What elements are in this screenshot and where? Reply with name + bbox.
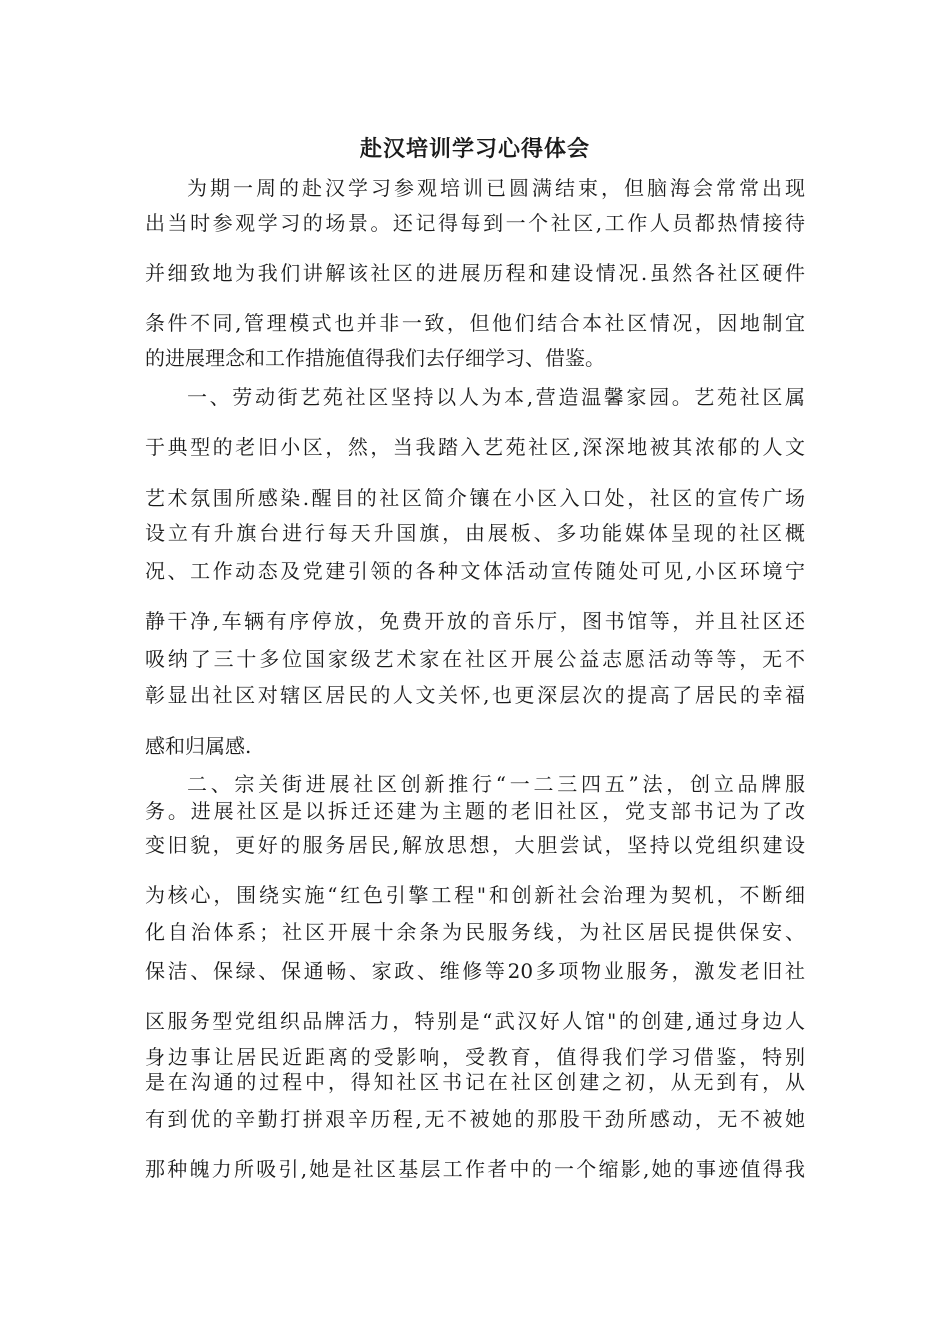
body-line: 一、劳动街艺苑社区坚持以人为本,营造温馨家园。艺苑社区属 xyxy=(187,385,805,409)
body-line: 保洁、保绿、保通畅、家政、维修等20多项物业服务，激发老旧社 xyxy=(145,959,805,983)
body-line: 况、工作动态及党建引领的各种文体活动宣传随处可见,小区环境宁 xyxy=(145,559,805,583)
body-line: 身边事让居民近距离的受影响，受教育，值得我们学习借鉴，特别 xyxy=(145,1045,805,1069)
body-line: 出当时参观学习的场景。还记得每到一个社区,工作人员都热情接待 xyxy=(145,211,805,235)
body-line: 为期一周的赴汉学习参观培训已圆满结束，但脑海会常常出现 xyxy=(187,176,805,200)
body-line: 为核心，围绕实施“红色引擎工程"和创新社会治理为契机，不断细 xyxy=(145,883,805,907)
body-line: 是在沟通的过程中，得知社区书记在社区创建之初，从无到有，从 xyxy=(145,1070,805,1094)
body-line: 化自治体系；社区开展十余条为民服务线，为社区居民提供保安、 xyxy=(145,920,805,944)
body-line: 区服务型党组织品牌活力，特别是“武汉好人馆"的创建,通过身边人 xyxy=(145,1009,805,1033)
document-title: 赴汉培训学习心得体会 xyxy=(359,136,590,162)
body-line: 务。进展社区是以拆迁还建为主题的老旧社区，党支部书记为了改 xyxy=(145,799,805,823)
body-line: 二、宗关街进展社区创新推行“一二三四五”法，创立品牌服 xyxy=(187,772,805,796)
body-line: 的进展理念和工作措施值得我们去仔细学习、借鉴。 xyxy=(145,346,605,370)
body-line: 感和归属感. xyxy=(145,734,252,758)
body-line: 艺术氛围所感染.醒目的社区简介镶在小区入口处，社区的宣传广场 xyxy=(145,486,805,510)
body-line: 变旧貌，更好的服务居民,解放思想，大胆尝试，坚持以党组织建设 xyxy=(145,833,805,857)
body-line: 于典型的老旧小区，然，当我踏入艺苑社区,深深地被其浓郁的人文 xyxy=(145,435,805,459)
body-line: 吸纳了三十多位国家级艺术家在社区开展公益志愿活动等等，无不 xyxy=(145,647,805,671)
body-line: 有到优的辛勤打拼艰辛历程,无不被她的那股干劲所感动，无不被她 xyxy=(145,1107,805,1131)
body-line: 设立有升旗台进行每天升国旗，由展板、多功能媒体呈现的社区概 xyxy=(145,521,805,545)
body-line: 并细致地为我们讲解该社区的进展历程和建设情况.虽然各社区硬件 xyxy=(145,261,805,285)
body-line: 静干净,车辆有序停放，免费开放的音乐厅，图书馆等，并且社区还 xyxy=(145,609,805,633)
body-line: 条件不同,管理模式也并非一致，但他们结合本社区情况，因地制宜 xyxy=(145,311,805,335)
body-line: 那种魄力所吸引,她是社区基层工作者中的一个缩影,她的事迹值得我 xyxy=(145,1157,805,1181)
body-line: 彰显出社区对辖区居民的人文关怀,也更深层次的提高了居民的幸福 xyxy=(145,683,805,707)
